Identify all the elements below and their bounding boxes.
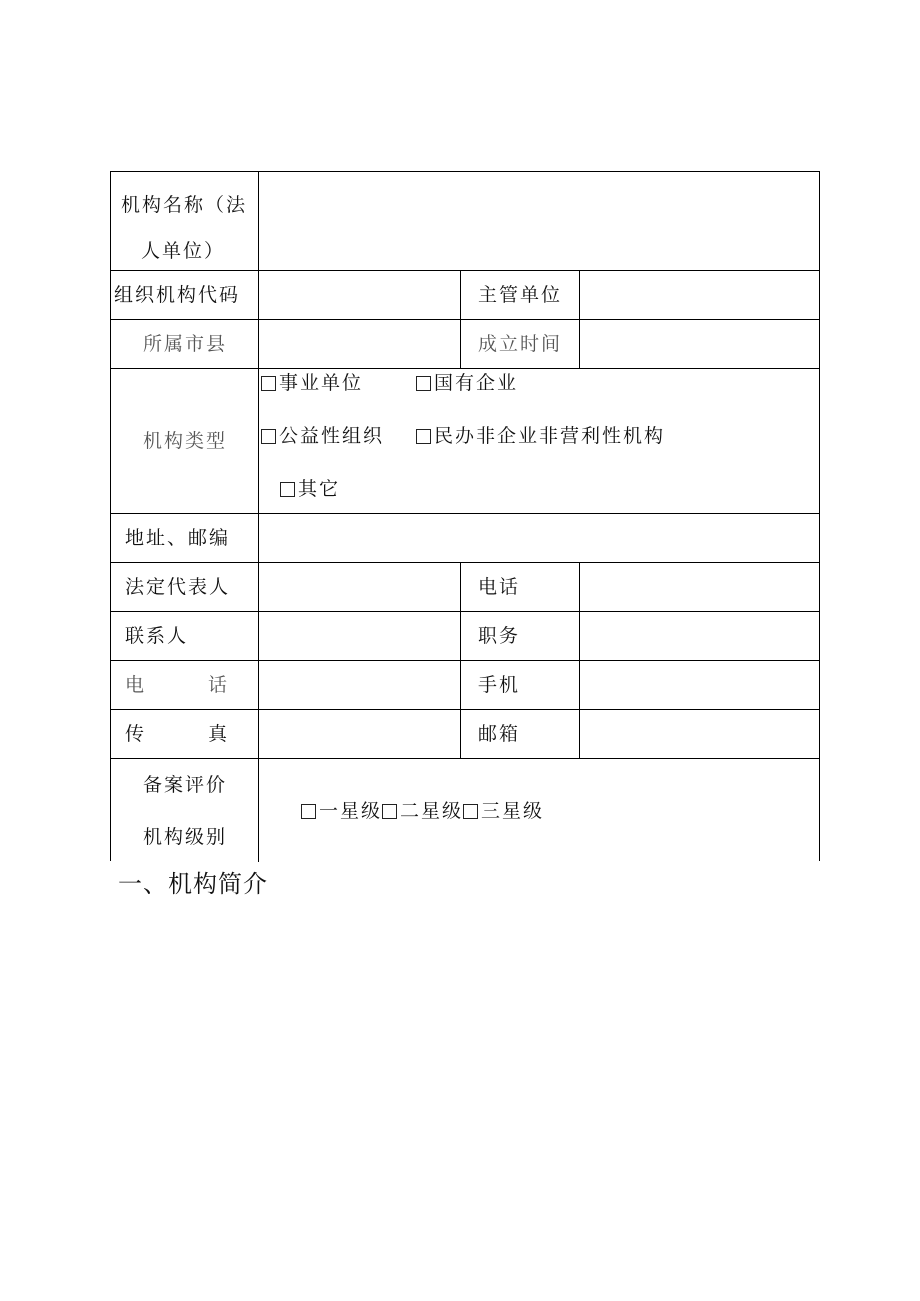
- position-label: 职务: [478, 625, 521, 647]
- column-divider: [460, 562, 461, 758]
- rating-three-star[interactable]: 三星级: [481, 800, 545, 822]
- column-divider: [579, 270, 580, 368]
- rating-two-star[interactable]: 二星级: [400, 800, 464, 822]
- type-option-public-welfare[interactable]: 公益性组织: [261, 423, 384, 449]
- legal-rep-label: 法定代表人: [125, 576, 231, 598]
- row-divider: [111, 270, 819, 271]
- checkbox-icon[interactable]: [280, 482, 295, 497]
- row-divider: [111, 709, 819, 710]
- type-option-state-enterprise[interactable]: 国有企业: [416, 370, 518, 396]
- contact-label: 联系人: [125, 625, 189, 647]
- rating-options: [301, 798, 544, 824]
- fax-label: 传 真: [125, 723, 229, 745]
- type-option-private-nonprofit[interactable]: 民办非企业非营利性机构: [416, 423, 665, 449]
- supervisor-label: 主管单位: [478, 284, 563, 306]
- checkbox-icon[interactable]: [463, 804, 478, 819]
- row-divider: [111, 611, 819, 612]
- checkbox-icon[interactable]: [416, 429, 431, 444]
- type-option-public-institution[interactable]: 事业单位: [261, 370, 363, 396]
- row-divider: [111, 758, 819, 759]
- checkbox-icon[interactable]: [261, 429, 276, 444]
- email-label: 邮箱: [478, 723, 521, 745]
- org-name-label-line2: 人单位）: [141, 240, 226, 262]
- org-code-label: 组织机构代码: [114, 284, 241, 306]
- org-type-label: 机构类型: [143, 430, 228, 452]
- row-divider: [111, 513, 819, 514]
- column-divider: [258, 172, 259, 862]
- section-heading: 一、机构简介: [118, 870, 268, 898]
- org-name-label-line1: 机构名称（法: [121, 194, 248, 216]
- rating-label-line1: 备案评价: [143, 774, 228, 796]
- checkbox-icon[interactable]: [382, 804, 397, 819]
- column-divider: [579, 562, 580, 758]
- row-divider: [111, 368, 819, 369]
- row-divider: [111, 660, 819, 661]
- checkbox-icon[interactable]: [416, 376, 431, 391]
- row-divider: [111, 319, 819, 320]
- rating-one-star[interactable]: 一星级: [319, 800, 383, 822]
- row-divider: [111, 562, 819, 563]
- rating-label-line2: 机构级别: [143, 826, 228, 848]
- address-label: 地址、邮编: [125, 527, 231, 549]
- phone-label: 电话: [478, 576, 521, 598]
- column-divider: [460, 270, 461, 368]
- type-option-other[interactable]: 其它: [280, 476, 340, 502]
- org-registration-form: [110, 171, 820, 861]
- checkbox-icon[interactable]: [261, 376, 276, 391]
- tel-label: 电 话: [125, 674, 229, 696]
- mobile-label: 手机: [478, 674, 521, 696]
- checkbox-icon[interactable]: [301, 804, 316, 819]
- city-county-label: 所属市县: [143, 333, 228, 355]
- founded-label: 成立时间: [478, 333, 563, 355]
